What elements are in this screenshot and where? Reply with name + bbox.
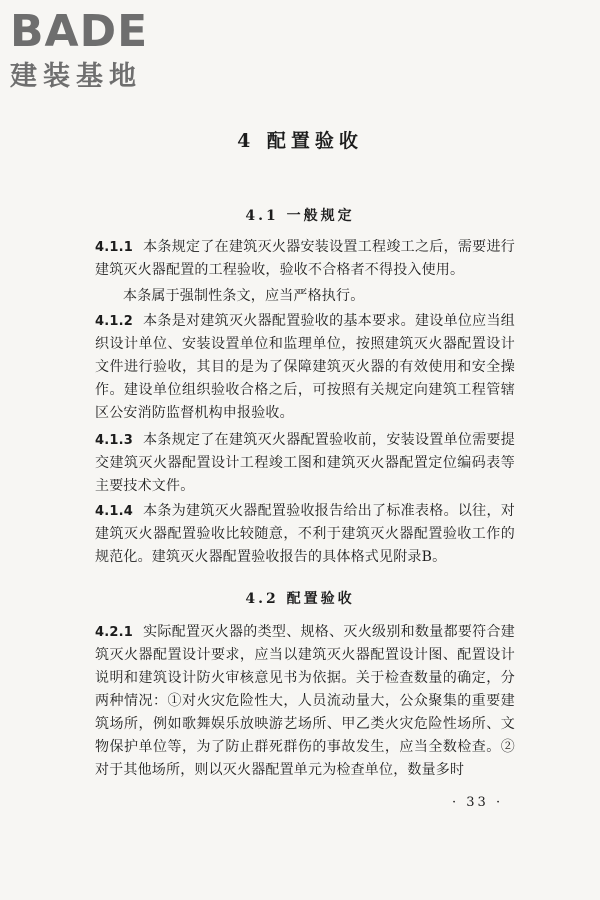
paragraph-number: 4.1.4 [95,504,134,519]
paragraph-text: 本条为建筑灭火器配置验收报告给出了标准表格。以往，对建筑灭火器配置验收比较随意，不利于建筑灭火器配置验收工作的规范化。建筑灭火器配置验收报告的具体格式见附录B。 [95,503,515,565]
paragraph-number: 4.1.1 [95,240,134,255]
logo-subtitle: 建装基地 [10,61,142,92]
paragraph-mandatory-note [95,285,515,308]
chapter-title: 4 配置验收 [237,130,363,152]
logo-brand: BADE [10,6,149,57]
paragraph-number: 4.1.3 [95,433,134,448]
paragraph-4-1-2 [95,310,515,425]
section-title-4-1: 4.1 一般规定 [245,208,355,224]
paragraph-4-1-4 [95,500,515,569]
paragraph-number: 4.1.2 [95,314,134,329]
paragraph-4-1-3 [95,429,515,498]
paragraph-text: 本条是对建筑灭火器配置验收的基本要求。建设单位应当组织设计单位、安装设置单位和监理单位，按照建筑灭火器配置设计文件进行验收，其目的是为了保障建筑灭火器的有效使用和安全操作。建设单位组织验收合格之后，可按照有关规定向建筑工程管辖区公安消防监督机构申报验收。 [95,313,515,421]
bade-logo [10,8,148,94]
paragraph-4-2-1 [95,621,515,782]
section-title-4-2: 4.2 配置验收 [245,591,355,607]
paragraph-text: 本条属于强制性条文，应当严格执行。 [123,288,365,304]
paragraph-number: 4.2.1 [95,625,134,640]
paragraph-text: 实际配置灭火器的类型、规格、灭火级别和数量都要符合建筑灭火器配置设计要求，应当以建筑灭火器配置设计图、配置设计说明和建筑设计防火审核意见书为依据。关于检查数量的确定，分两种情况：①对火灾危险性大，人员流动量大，公众聚集的重要建筑场所，例如歌舞娱乐放映游艺场所、甲乙类火灾危险性场所、文物保护单位等，为了防止群死群伤的事故发生，应当全数检查。②对于其他场所，则以灭火器配置单元为检查单位，数量多时 [95,624,515,778]
paragraph-4-1-1 [95,236,515,282]
page-number: · 33 · [452,795,504,810]
paragraph-text: 本条规定了在建筑灭火器安装设置工程竣工之后，需要进行建筑灭火器配置的工程验收，验收不合格者不得投入使用。 [95,239,515,278]
paragraph-text: 本条规定了在建筑灭火器配置验收前，安装设置单位需要提交建筑灭火器配置设计工程竣工图和建筑灭火器配置定位编码表等主要技术文件。 [95,432,515,494]
